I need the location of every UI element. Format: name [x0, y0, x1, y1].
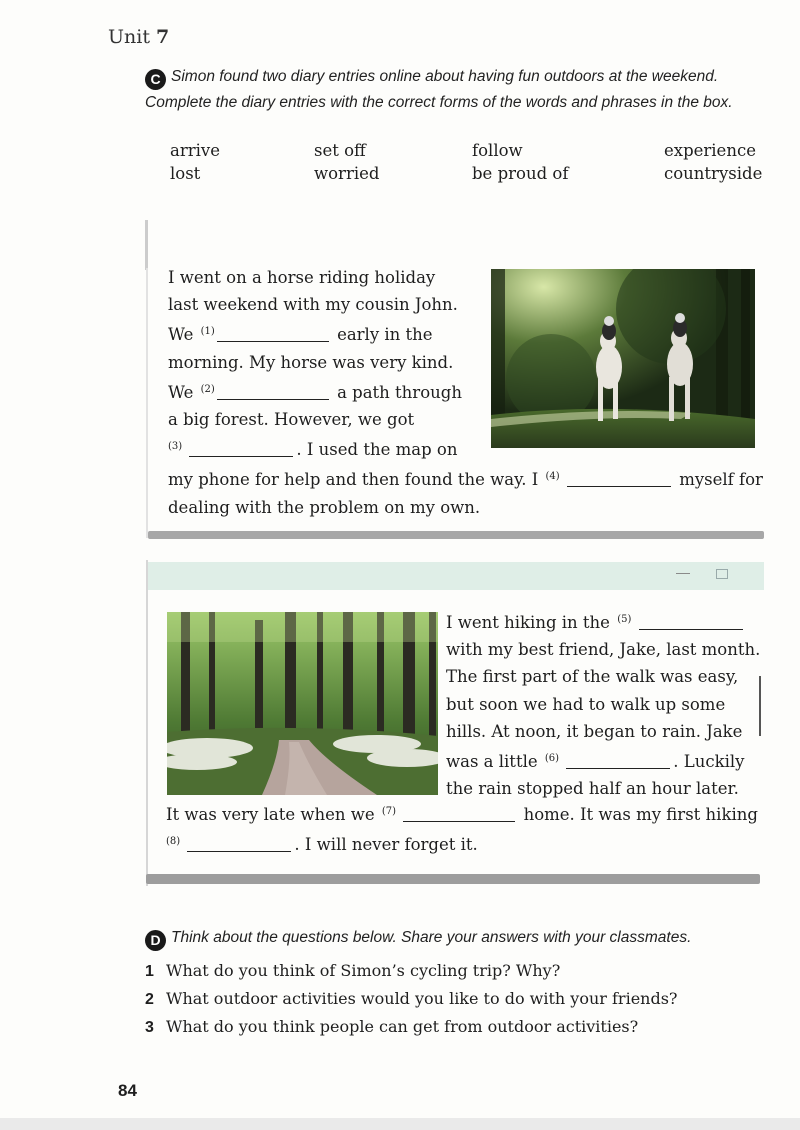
text-fragment: myself for: [679, 470, 763, 490]
gap-number: (4): [545, 471, 560, 483]
gap-3-blank[interactable]: [189, 442, 293, 457]
page-number: 84: [118, 1081, 137, 1100]
entry-line: morning. My horse was very kind.: [168, 352, 454, 372]
entry-line: The first part of the walk was easy,: [446, 667, 739, 687]
panel-edge: [145, 220, 148, 270]
gap-number: (7): [381, 806, 397, 817]
gap-6-blank[interactable]: [566, 754, 670, 769]
unit-number: 7: [156, 26, 170, 48]
gap-number: (3): [168, 441, 183, 453]
section-d-badge: D: [145, 930, 166, 951]
text-fragment: my phone for help and then found the way. I: [168, 470, 539, 490]
gap-7-blank[interactable]: [403, 807, 515, 822]
entry-2-bottom-bar: [146, 874, 760, 884]
instruction-line-1: Simon found two diary entries online about having fun outdoors at the weekend.: [171, 68, 719, 85]
text-fragment: . I will never forget it.: [294, 835, 478, 855]
text-fragment: early in the: [337, 325, 433, 345]
entry-line: [446, 606, 766, 636]
gap-number: (1): [200, 326, 215, 338]
word-item: countryside: [664, 164, 763, 183]
text-fragment: It was very late when we: [166, 805, 375, 824]
entry-line: [166, 798, 766, 828]
text-fragment: . Luckily: [673, 752, 745, 772]
word-item: worried: [314, 164, 380, 183]
word-item: arrive: [170, 141, 220, 160]
question-number: 1: [145, 963, 154, 980]
section-d-instruction: [145, 925, 765, 951]
entry-line: dealing with the problem on my own.: [168, 497, 481, 517]
question-number: 2: [145, 991, 154, 1008]
word-item: experience: [664, 141, 756, 160]
horse-riding-photo: [491, 269, 755, 448]
entry-line: last weekend with my cousin John.: [168, 295, 458, 315]
diary-entry-2-side: [446, 606, 766, 802]
question-item: [145, 961, 560, 981]
question-text: What outdoor activities would you like to do with your friends?: [166, 989, 678, 1008]
gap-number: (5): [617, 614, 632, 625]
question-item: [145, 1017, 638, 1037]
entry-line: but soon we had to walk up some: [446, 694, 726, 714]
minimize-icon: [676, 573, 690, 574]
text-fragment: was a little: [446, 752, 538, 772]
word-item: lost: [170, 164, 201, 183]
question-number: 3: [145, 1019, 154, 1036]
page-bottom-edge: [0, 1118, 800, 1130]
unit-label: Unit: [108, 26, 150, 48]
entry-line: [168, 463, 768, 493]
forest-path-photo: [167, 612, 438, 795]
word-item: follow: [472, 141, 523, 160]
diary-entry-2-bottom: [166, 798, 766, 858]
entry-1-bottom-bar: [148, 531, 764, 539]
text-fragment: We: [168, 325, 194, 345]
unit-heading: [108, 26, 169, 48]
text-fragment: I went hiking in the: [446, 613, 610, 632]
entry-2-header-strip: [148, 562, 764, 590]
gap-4-blank[interactable]: [567, 472, 671, 487]
text-fragment: We: [168, 382, 194, 402]
entry-line: with my best friend, Jake, last month.: [446, 640, 761, 660]
entry-line: a big forest. However, we got: [168, 410, 415, 430]
window-icon: [716, 569, 728, 579]
question-text: What do you think people can get from outdoor activities?: [166, 1017, 639, 1036]
gap-number: (8): [166, 836, 181, 848]
text-fragment: a path through: [337, 382, 462, 402]
word-item: set off: [314, 141, 366, 160]
gap-number: (6): [544, 753, 560, 765]
text-fragment: . I used the map on: [296, 440, 458, 460]
section-c-instruction: [145, 64, 765, 116]
entry-line: [446, 745, 766, 775]
question-item: [145, 989, 678, 1009]
gap-1-blank[interactable]: [217, 327, 329, 342]
section-c-badge: C: [145, 69, 166, 90]
word-item: be proud of: [472, 164, 569, 183]
instruction-text: Think about the questions below. Share your answers with your classmates.: [171, 929, 692, 946]
entry-line: hills. At noon, it began to rain. Jake: [446, 721, 743, 741]
entry-line: [166, 828, 766, 858]
instruction-line-2: Complete the diary entries with the correct forms of the words and phrases in the box.: [145, 94, 733, 111]
gap-5-blank[interactable]: [639, 615, 743, 630]
question-text: What do you think of Simon’s cycling trip? Why?: [166, 961, 561, 980]
entry-line: the rain stopped half an hour later.: [446, 779, 739, 799]
gap-2-blank[interactable]: [217, 385, 329, 400]
text-fragment: home. It was my first hiking: [523, 805, 758, 824]
gap-8-blank[interactable]: [187, 837, 291, 852]
entry-line: I went on a horse riding holiday: [168, 268, 436, 287]
gap-number: (2): [200, 383, 215, 395]
entry-1-edge: [146, 268, 148, 538]
